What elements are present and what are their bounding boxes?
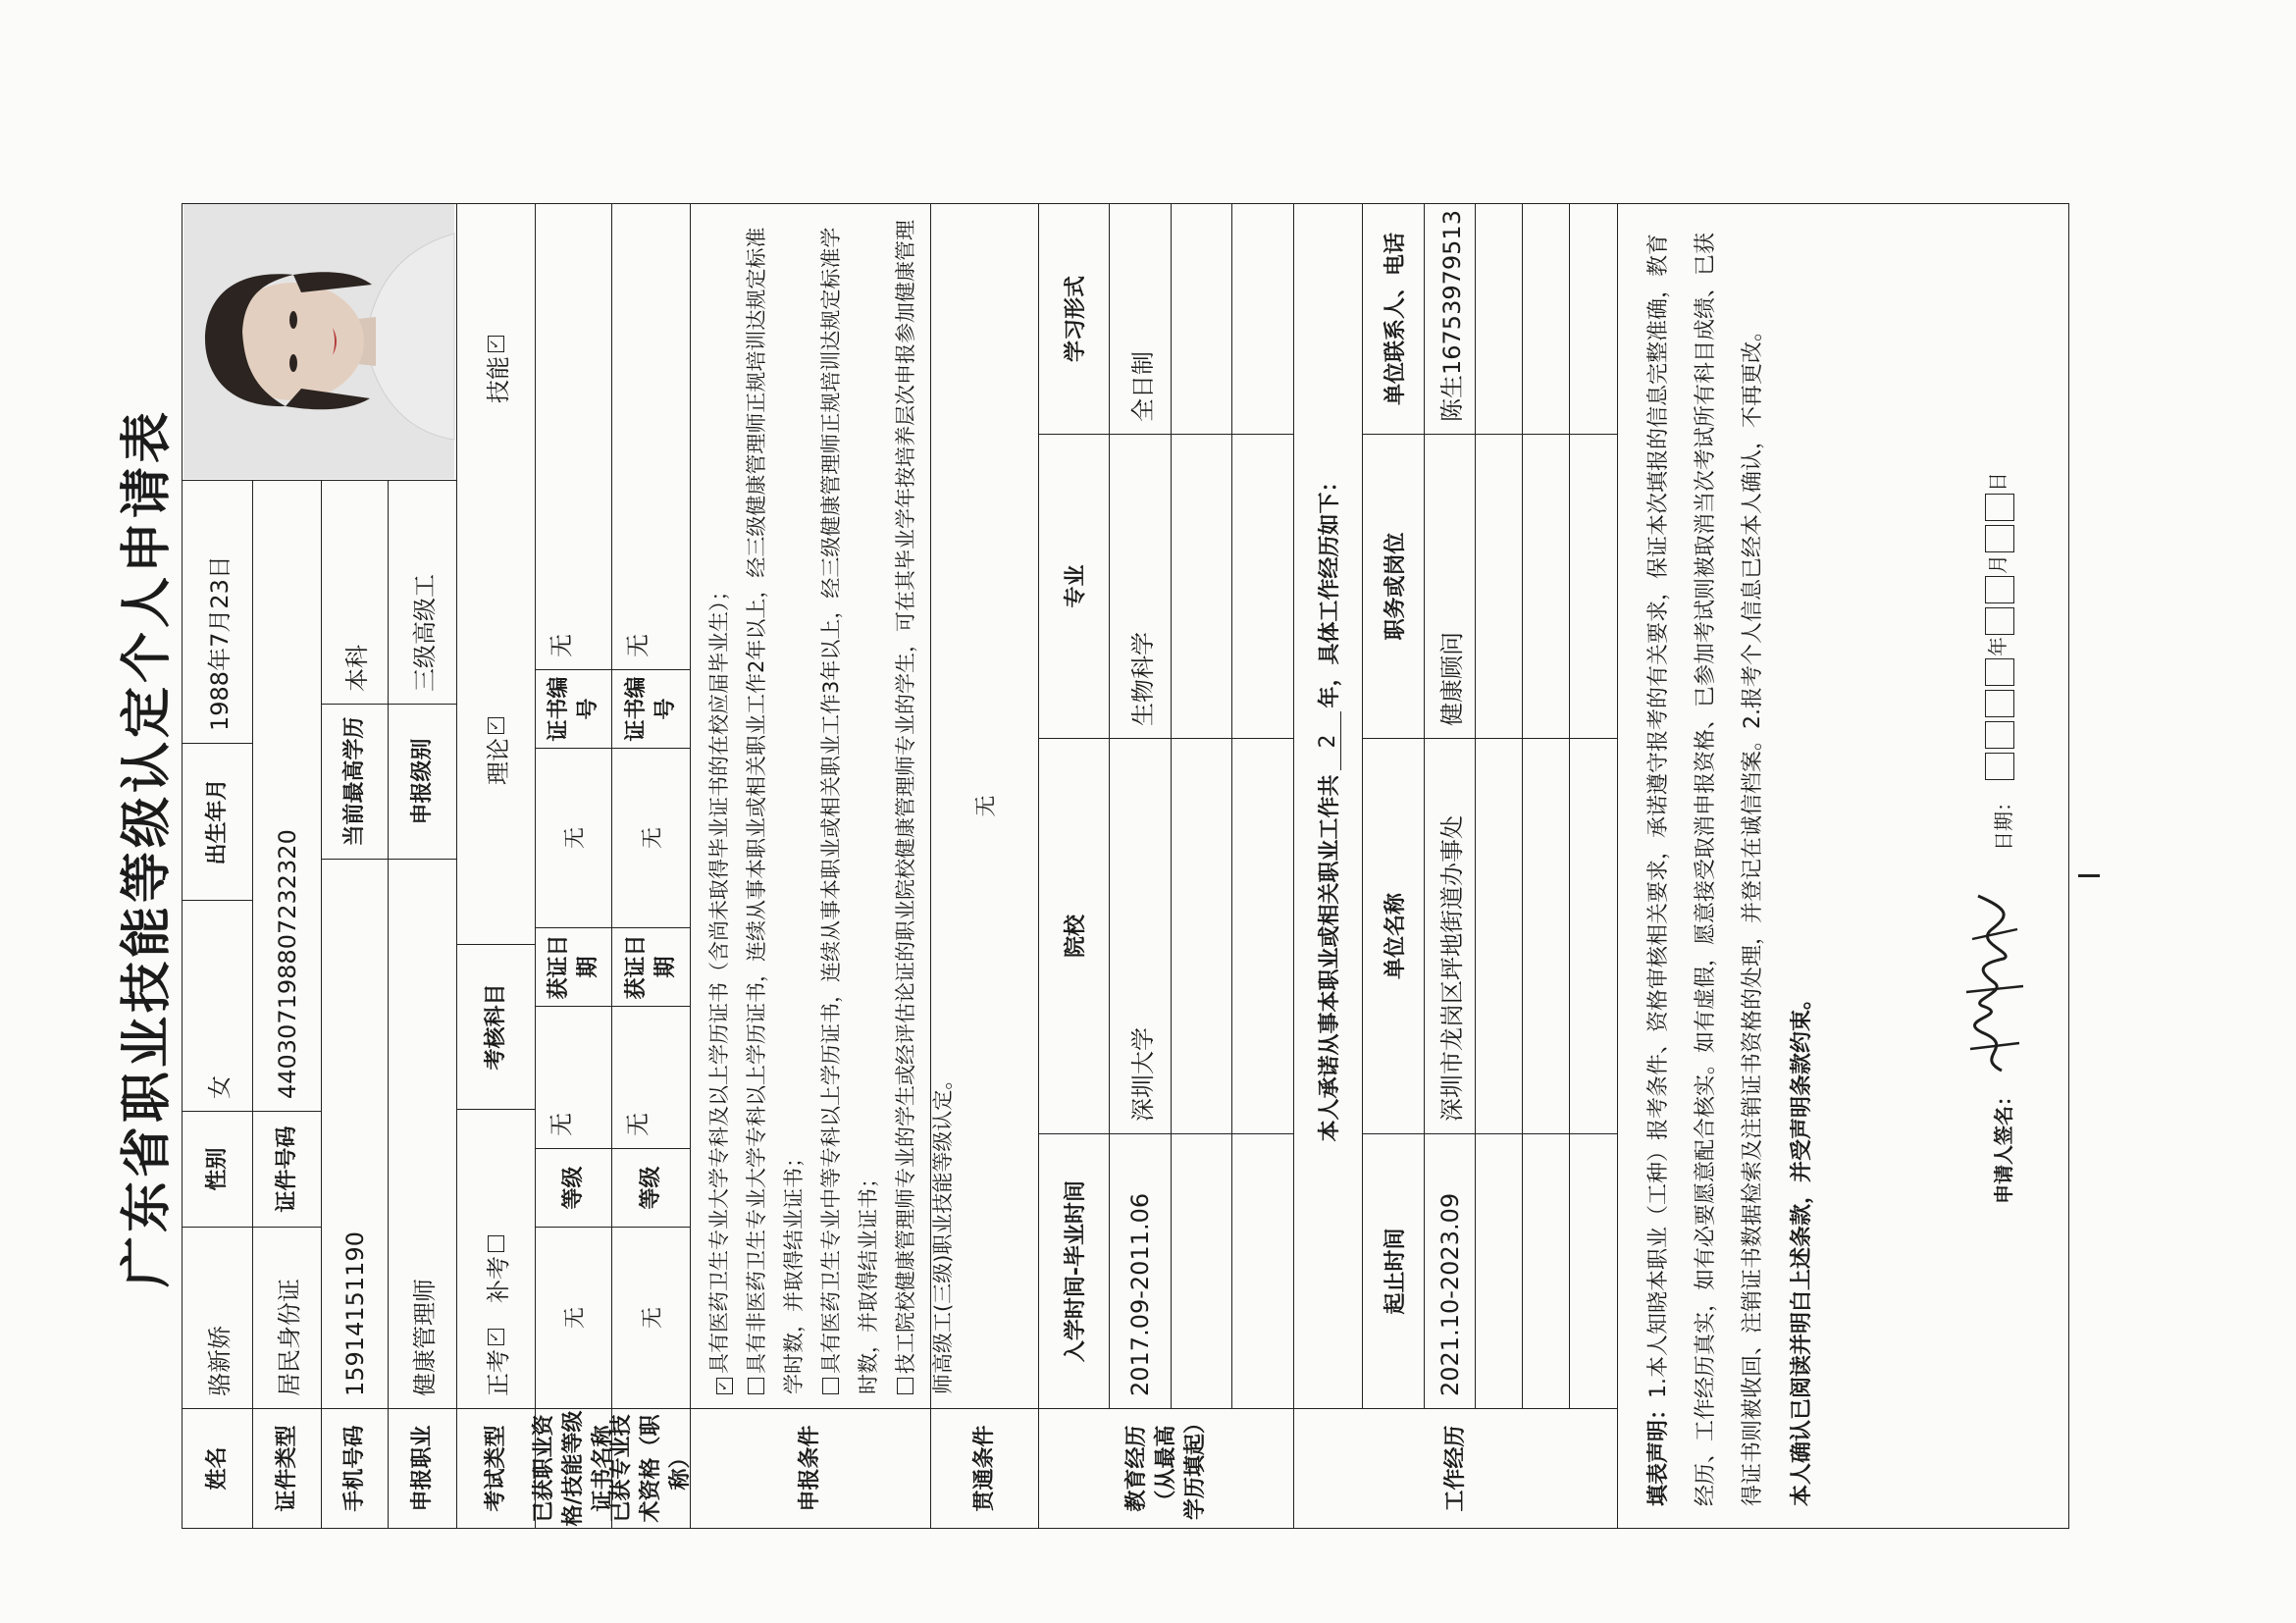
education-value: 本科	[322, 480, 389, 704]
condition-1-text: 具有医药卫生专业大学专科及以上学历证书（含尚未取得毕业证书的在校应届毕业生）；	[707, 580, 731, 1374]
occupation-label: 申报职业	[389, 1408, 457, 1528]
subject-skill-label: 技能	[485, 356, 512, 403]
work-row-3-period	[1523, 1133, 1570, 1408]
declaration-block	[1618, 203, 2069, 1528]
edu-row-1-major: 生物科学	[1110, 434, 1172, 738]
extra-label: 贯通条件	[931, 1408, 1039, 1528]
condition-1-checkbox[interactable]	[716, 1378, 733, 1394]
subjects-label: 考核科目	[457, 944, 536, 1109]
cert-level-label: 等级	[536, 1148, 612, 1227]
work-statement-prefix: 本人承诺从事本职业或相关职业工作共	[1318, 774, 1342, 1142]
work-row-2-contact	[1476, 203, 1523, 434]
condition-item	[812, 218, 887, 1394]
condition-item	[738, 218, 812, 1394]
work-statement-suffix: 年，具体工作经历如下：	[1318, 470, 1342, 708]
edu-header-period: 入学时间-毕业时间	[1039, 1133, 1110, 1408]
prof-no-value: 无	[612, 203, 691, 669]
exam-type-value	[457, 1109, 536, 1408]
cert-date-label: 获证日期	[536, 927, 612, 1006]
condition-item	[701, 218, 738, 1394]
declaration-confirm: 本人确认已阅读并明白上述条款，并受声明条款约束。	[1790, 987, 1814, 1506]
edu-row-2-period	[1172, 1133, 1232, 1408]
prof-name-label: 已获专业技术资格（职称）	[612, 1408, 691, 1528]
id-no-value: 440307198807232320	[253, 480, 322, 1111]
work-row-1-period: 2021.10-2023.09	[1425, 1133, 1476, 1408]
work-row-2-position	[1476, 434, 1523, 738]
work-statement	[1294, 203, 1363, 1408]
exam-normal-label: 正考	[485, 1349, 512, 1396]
work-header-company: 单位名称	[1363, 738, 1425, 1133]
condition-2-text: 具有非医药卫生专业大学专科以上学历证书，连续从事本职业或相关职业工作2年以上，经三级健康管理师正规培训达规定标准学时数，并取得结业证书；	[745, 227, 806, 1394]
condition-4-text: 技工院校健康管理师专业的学生或经评估论证的职业院校健康管理师专业的学生，可在其毕业学年按培养层次申报参加健康管理师高级工(三级)职业技能等级认定。	[894, 220, 955, 1394]
scan-page-mark	[2078, 874, 2100, 877]
condition-2-checkbox[interactable]	[748, 1378, 764, 1394]
cert-no-label: 证书编号	[536, 669, 612, 748]
work-label: 工作经历	[1294, 1408, 1618, 1528]
edu-row-3-period	[1232, 1133, 1294, 1408]
work-row-1-company: 深圳市龙岗区坪地街道办事处	[1425, 738, 1476, 1133]
work-row-2-company	[1476, 738, 1523, 1133]
condition-3-text: 具有医药卫生专业中等专科以上学历证书，连续从事本职业或相关职业工作3年以上，经三级健康管理师正规培训达规定标准学时数，并取得结业证书；	[819, 227, 880, 1394]
handwritten-signature	[1955, 890, 2031, 1076]
subject-theory-label: 理论	[485, 738, 512, 785]
date-boxes: 年月日	[1974, 472, 2021, 782]
level-label: 申报级别	[389, 704, 457, 859]
cert-date-value: 无	[536, 748, 612, 927]
edu-row-2-school	[1172, 738, 1232, 1133]
cert-no-value: 无	[536, 203, 612, 669]
edu-row-1-mode: 全日制	[1110, 203, 1172, 434]
exam-type-label: 考试类型	[457, 1408, 536, 1528]
form-table	[182, 203, 2069, 1529]
declaration-label: 填表声明：	[1646, 1397, 1671, 1506]
edu-row-1-period: 2017.09-2011.06	[1110, 1133, 1172, 1408]
date-label: 日期：	[1992, 792, 2015, 851]
education-label: 当前最高学历	[322, 704, 389, 859]
declaration-text: 1.本人知晓本职业（工种）报考条件、资格审核相关要求，承诺遵守报考的有关要求，保证本次填报的信息完整准确，教育经历、工作经历真实，如有必要愿意配合核实。如有虚假，愿意接受取消申报资格、已参加考试则被取消当次考试所有科目成绩、已获得证书则被收回、注销证书数据检索及注销证书资格的处理，并登记在诚信档案。2.报考个人信息已经本人确认，不再更改。	[1646, 232, 1765, 1506]
prof-date-label: 获证日期	[612, 927, 691, 1006]
exam-normal-checkbox[interactable]	[488, 1329, 504, 1345]
id-type-label: 证件类型	[253, 1408, 322, 1528]
cert-name-label: 已获职业资格/技能等级证书名称	[536, 1408, 612, 1528]
subject-theory-checkbox[interactable]	[488, 717, 504, 734]
work-row-3-position	[1523, 434, 1570, 738]
gender-value: 女	[183, 900, 253, 1111]
id-no-label: 证件号码	[253, 1111, 322, 1227]
prof-date-value: 无	[612, 748, 691, 927]
work-row-4-position	[1570, 434, 1618, 738]
extra-value: 无	[931, 203, 1039, 1408]
gender-label: 性别	[183, 1111, 253, 1227]
condition-4-checkbox[interactable]	[897, 1378, 913, 1394]
prof-no-label: 证书编号	[612, 669, 691, 748]
subjects-value	[457, 203, 536, 944]
edu-row-1-school: 深圳大学	[1110, 738, 1172, 1133]
exam-makeup-checkbox[interactable]	[488, 1235, 504, 1252]
edu-header-major: 专业	[1039, 434, 1110, 738]
birth-label: 出生年月	[183, 743, 253, 900]
signature-row	[1957, 204, 2035, 1528]
work-header-contact: 单位联系人、电话	[1363, 203, 1425, 434]
edu-header-mode: 学习形式	[1039, 203, 1110, 434]
applicant-photo	[183, 204, 454, 479]
portrait-image	[183, 204, 454, 479]
work-row-2-period	[1476, 1133, 1523, 1408]
prof-level-value: 无	[612, 1006, 691, 1148]
work-row-1-contact: 陈生16753979513	[1425, 203, 1476, 434]
level-value: 三级高级工	[389, 480, 457, 704]
work-years-value: 2	[1316, 712, 1341, 771]
edu-row-3-mode	[1232, 203, 1294, 434]
exam-makeup-label: 补考	[485, 1256, 512, 1303]
edu-label: 教育经历（从最高学历填起）	[1039, 1408, 1294, 1528]
edu-row-2-major	[1172, 434, 1232, 738]
subject-skill-checkbox[interactable]	[488, 336, 504, 352]
work-row-1-position: 健康顾问	[1425, 434, 1476, 738]
edu-header-school: 院校	[1039, 738, 1110, 1133]
work-row-4-company	[1570, 738, 1618, 1133]
conditions-label: 申报条件	[691, 1408, 931, 1528]
occupation-value: 健康管理师	[389, 859, 457, 1408]
prof-level-label: 等级	[612, 1148, 691, 1227]
work-row-4-contact	[1570, 203, 1618, 434]
cert-level-value: 无	[536, 1006, 612, 1148]
birth-value: 1988年7月23日	[183, 480, 253, 743]
edu-row-3-major	[1232, 434, 1294, 738]
work-row-4-period	[1570, 1133, 1618, 1408]
work-row-3-contact	[1523, 203, 1570, 434]
work-row-3-company	[1523, 738, 1570, 1133]
sign-label: 申请人签名：	[1992, 1086, 2015, 1204]
cert-name-value: 无	[536, 1227, 612, 1408]
form-title: 广东省职业技能等级认定个人申请表	[118, 408, 177, 1288]
phone-label: 手机号码	[322, 1408, 389, 1528]
work-header-position: 职务或岗位	[1363, 434, 1425, 738]
name-value: 骆新娇	[183, 1227, 253, 1408]
phone-value: 15914151190	[322, 859, 389, 1408]
edu-row-2-mode	[1172, 203, 1232, 434]
work-header-period: 起止时间	[1363, 1133, 1425, 1408]
prof-name-value: 无	[612, 1227, 691, 1408]
condition-3-checkbox[interactable]	[822, 1378, 839, 1394]
edu-row-3-school	[1232, 738, 1294, 1133]
id-type-value: 居民身份证	[253, 1227, 322, 1408]
name-label: 姓名	[183, 1408, 253, 1528]
conditions-list	[691, 203, 955, 1408]
